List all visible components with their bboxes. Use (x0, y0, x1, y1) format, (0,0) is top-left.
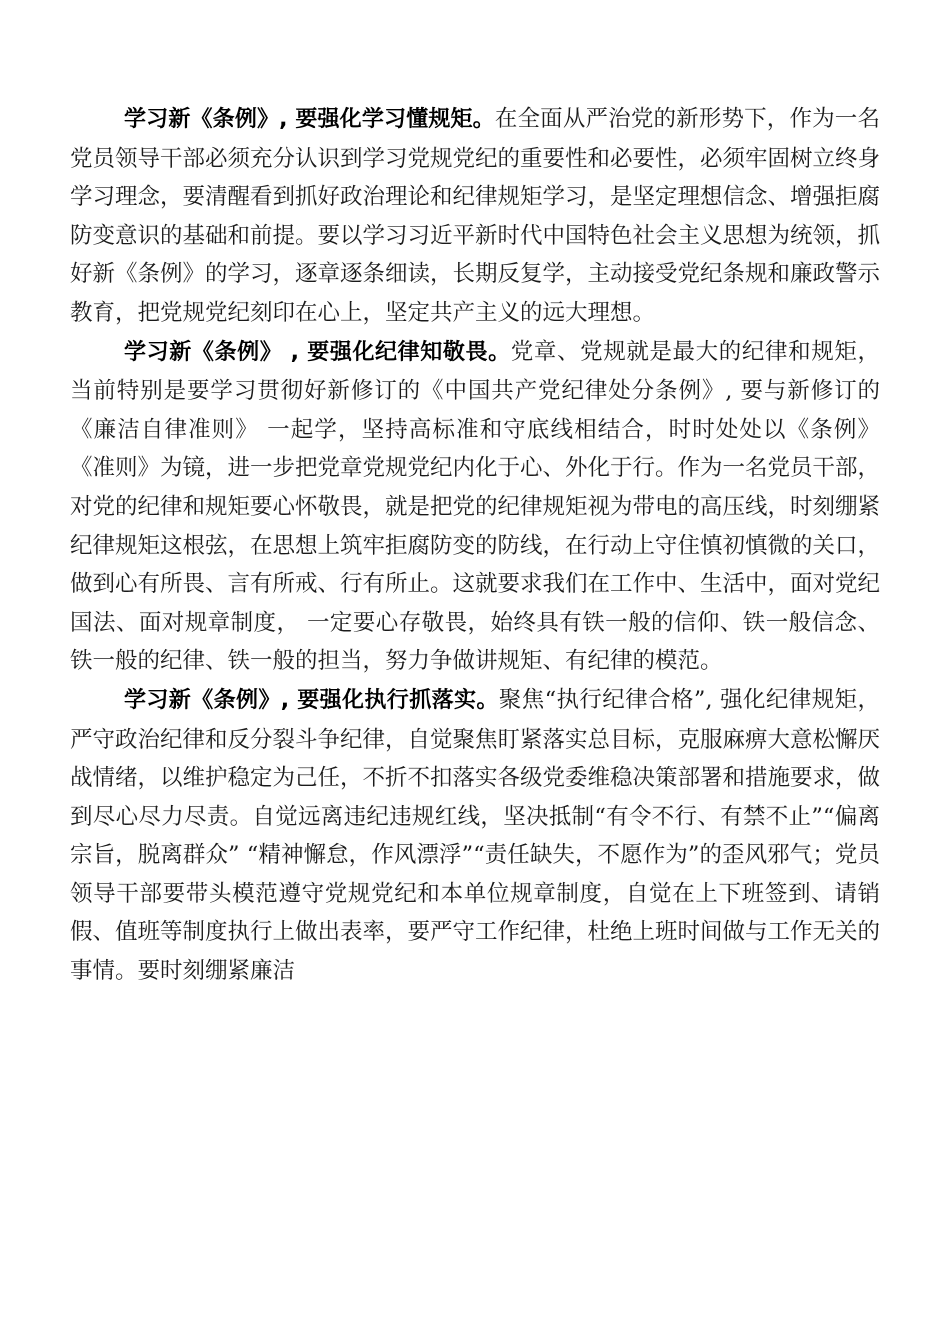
paragraph-body: 党章、党规就是最大的纪律和规矩，当前特别是要学习贯彻好新修订的《中国共产党纪律处分条例》, 要与新修订的《廉洁自律准则》 一起学，坚持高标准和守底线相结合，时时处处以《条例》 《准则》为镜，进一步把党章党规党纪内化于心、外化于行。作为一名党员干部，对党的纪律和规矩要心怀敬畏，就是把党的纪律规矩视为带电的高压线，时刻绷紧纪律规矩这根弦，在思想上筑牢拒腐防变的防线，在行动上守住慎初慎微的关口，做到心有所畏、言有所戒、行有所止。这就要求我们在工作中、生活中，面对党纪国法、面对规章制度， 一定要心存敬畏，始终具有铁一般的信仰、铁一般信念、铁一般的纪律、铁一般的担当，努力争做讲规矩、有纪律的模范。 (70, 338, 881, 675)
paragraph-discipline-awe (70, 333, 880, 681)
paragraph-study-rules (70, 100, 880, 333)
paragraph-body: 聚焦“执行纪律合格”, 强化纪律规矩，严守政治纪律和反分裂斗争纪律，自觉聚焦盯紧落实总目标，克服麻痹大意松懈厌战情绪，以维护稳定为己任，不折不扣落实各级党委维稳决策部署和措施要求，做到尽心尽力尽责。自觉远离违纪违规红线，坚决抵制“有令不行、有禁不止”“偏离宗旨，脱离群众” “精神懈怠，作风漂浮”“责任缺失，不愿作为”的歪风邪气；党员领导干部要带头模范遵守党规党纪和本单位规章制度，自觉在上下班签到、请销假、值班等制度执行上做出表率，要严守工作纪律，杜绝上班时间做与工作无关的事情。要时刻绷紧廉洁 (70, 686, 881, 985)
paragraph-heading: 学习新《条例》, 要强化执行抓落实。 (124, 687, 499, 713)
document-page (70, 100, 880, 991)
paragraph-execution (70, 681, 880, 991)
paragraph-body: 在全面从严治党的新形势下，作为一名党员领导干部必须充分认识到学习党规党纪的重要性和必要性，必须牢固树立终身学习理念，要清醒看到抓好政治理论和纪律规矩学习，是坚定理想信念、增强拒腐防变意识的基础和前提。要以学习习近平新时代中国特色社会主义思想为统领，抓好新《条例》的学习，逐章逐条细读，长期反复学，主动接受党纪条规和廉政警示教育，把党规党纪刻印在心上，坚定共产主义的远大理想。 (70, 106, 881, 326)
paragraph-heading: 学习新《条例》, 要强化学习懂规矩。 (124, 107, 495, 132)
paragraph-heading: 学习新《条例》 , 要强化纪律知敬畏。 (124, 339, 511, 365)
